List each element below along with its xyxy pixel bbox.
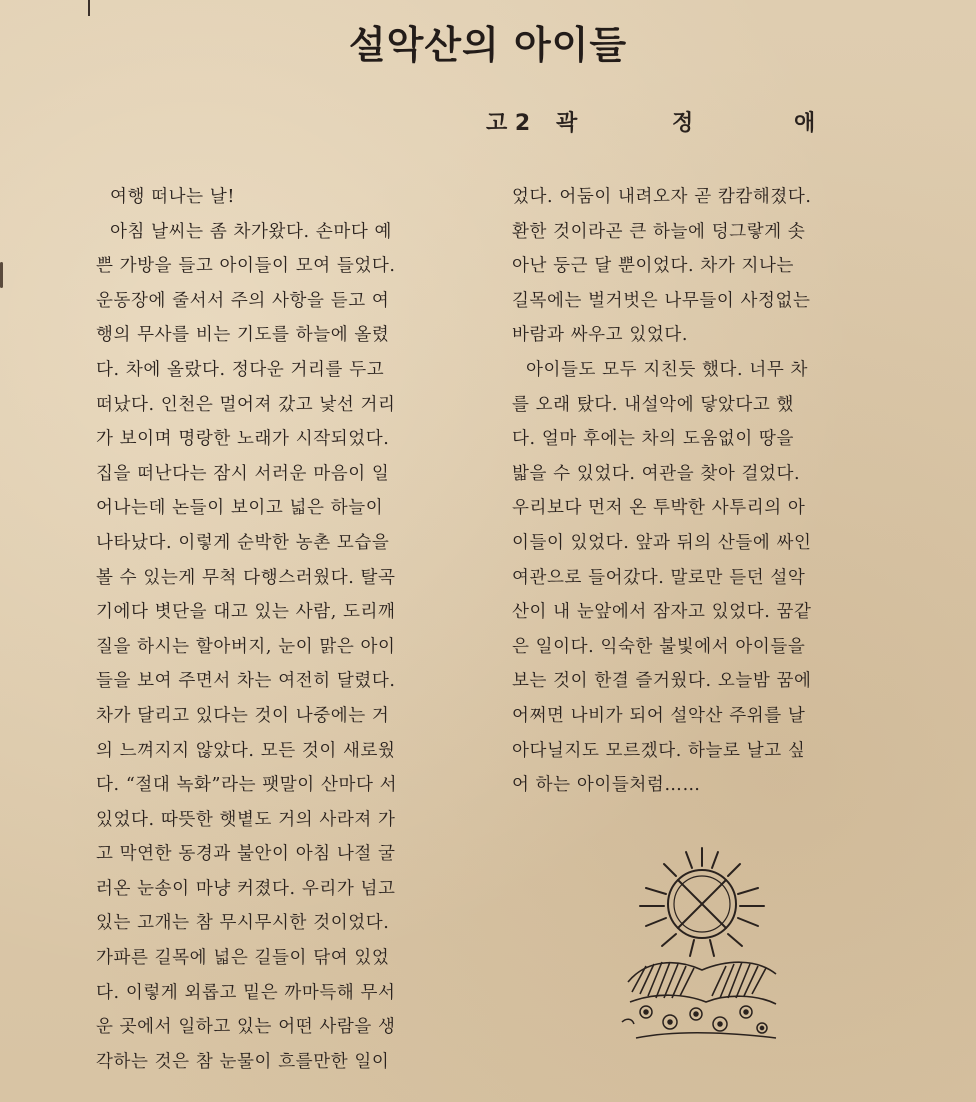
text-line: 밟을 수 있었다. 여관을 찾아 걸었다. <box>512 463 801 484</box>
illustration-drawing <box>616 842 786 1048</box>
text-line: 볼 수 있는게 무척 다행스러웠다. 탈곡 <box>96 567 396 588</box>
text-line: 산이 내 눈앞에서 잠자고 있었다. 꿈같 <box>512 602 812 623</box>
text-line: 이들이 있었다. 앞과 뒤의 산들에 싸인 <box>512 532 812 553</box>
text-line: 우리보다 먼저 온 투박한 사투리의 아 <box>512 498 806 519</box>
text-line: 여관으로 들어갔다. 말로만 듣던 설악 <box>512 567 806 588</box>
text-line: 고 막연한 동경과 불안이 아침 나절 굴 <box>96 844 396 865</box>
text-line: 쁜 가방을 들고 아이들이 모여 들었다. <box>96 256 396 277</box>
text-line: 의 느껴지지 않았다. 모든 것이 새로웠 <box>96 740 396 761</box>
text-line: 어나는데 논들이 보이고 넓은 하늘이 <box>96 498 384 519</box>
text-line: 어쩌면 나비가 되어 설악산 주위를 날 <box>512 705 806 726</box>
text-line: 있는 고개는 참 무시무시한 것이었다. <box>96 913 390 934</box>
text-line: 여행 떠나는 날! <box>110 187 235 207</box>
sun-flower-illustration <box>616 842 786 1048</box>
text-line: 다. 얼마 후에는 차의 도움없이 땅을 <box>512 429 795 450</box>
text-line: 다. 이렇게 외롭고 밑은 까마득해 무서 <box>96 982 396 1003</box>
text-line: 집을 떠난다는 잠시 서러운 마음이 일 <box>96 463 390 484</box>
text-line: 다. 차에 올랐다. 정다운 거리를 두고 <box>96 359 385 380</box>
text-line: 차가 달리고 있다는 것이 나중에는 거 <box>96 705 390 726</box>
author-name-char: 정 <box>672 111 694 136</box>
text-line: 다. “절대 녹화”라는 팻말이 산마다 서 <box>96 775 398 796</box>
text-line: 들을 보여 주면서 차는 여전히 달렸다. <box>96 671 396 692</box>
text-line: 질을 하시는 할아버지, 눈이 맑은 아이 <box>96 636 396 657</box>
article-title: 설악산의 아이들 <box>348 23 628 67</box>
text-line: 운 곳에서 일하고 있는 어떤 사람을 생 <box>96 1017 396 1038</box>
text-line: 가파른 길목에 넓은 길들이 닦여 있었 <box>96 948 390 969</box>
text-line: 각하는 것은 참 눈물이 흐를만한 일이 <box>96 1051 390 1072</box>
text-line: 러온 눈송이 마냥 커졌다. 우리가 넘고 <box>96 878 396 899</box>
text-line: 가 보이며 명랑한 노래가 시작되었다. <box>96 429 390 450</box>
left-text-column <box>96 180 476 1079</box>
text-line: 었다. 어둠이 내려오자 곧 캄캄해졌다. <box>512 187 812 207</box>
author-name-char: 애 <box>794 111 816 136</box>
text-line: 보는 것이 한결 즐거웠다. 오늘밤 꿈에 <box>512 671 812 692</box>
text-line: 있었다. 따뜻한 햇볕도 거의 사라져 가 <box>96 809 396 830</box>
text-line: 바람과 싸우고 있었다. <box>512 325 689 346</box>
text-line: 나타났다. 이렇게 순박한 농촌 모습을 <box>96 532 390 553</box>
text-line: 를 오래 탔다. 내설악에 닿았다고 했 <box>512 394 795 415</box>
text-line: 아난 둥근 달 뿐이었다. 차가 지나는 <box>512 256 795 277</box>
author-name-char: 곽 <box>556 111 578 136</box>
text-line: 떠났다. 인천은 멀어져 갔고 낯선 거리 <box>96 394 396 415</box>
text-line: 기에다 볏단을 대고 있는 사람, 도리깨 <box>96 602 396 623</box>
text-line: 아이들도 모두 지친듯 했다. 너무 차 <box>526 359 809 380</box>
text-line: 행의 무사를 비는 기도를 하늘에 올렸 <box>96 325 390 346</box>
text-line: 아침 날씨는 좀 차가왔다. 손마다 예 <box>110 221 393 242</box>
text-line: 환한 것이라곤 큰 하늘에 덩그랗게 솟 <box>512 221 806 242</box>
author-grade: 고 2 <box>486 111 531 136</box>
text-line: 아다닐지도 모르겠다. 하늘로 날고 싶 <box>512 740 806 761</box>
right-text-column <box>512 180 896 803</box>
text-line: 운동장에 줄서서 주의 사항을 듣고 여 <box>96 290 390 311</box>
text-line: 어 하는 아이들처럼…… <box>512 775 701 796</box>
text-line: 은 일이다. 익숙한 불빛에서 아이들을 <box>512 636 806 657</box>
page-edge-mark <box>0 262 3 288</box>
text-line: 길목에는 벌거벗은 나무들이 사정없는 <box>512 290 811 311</box>
